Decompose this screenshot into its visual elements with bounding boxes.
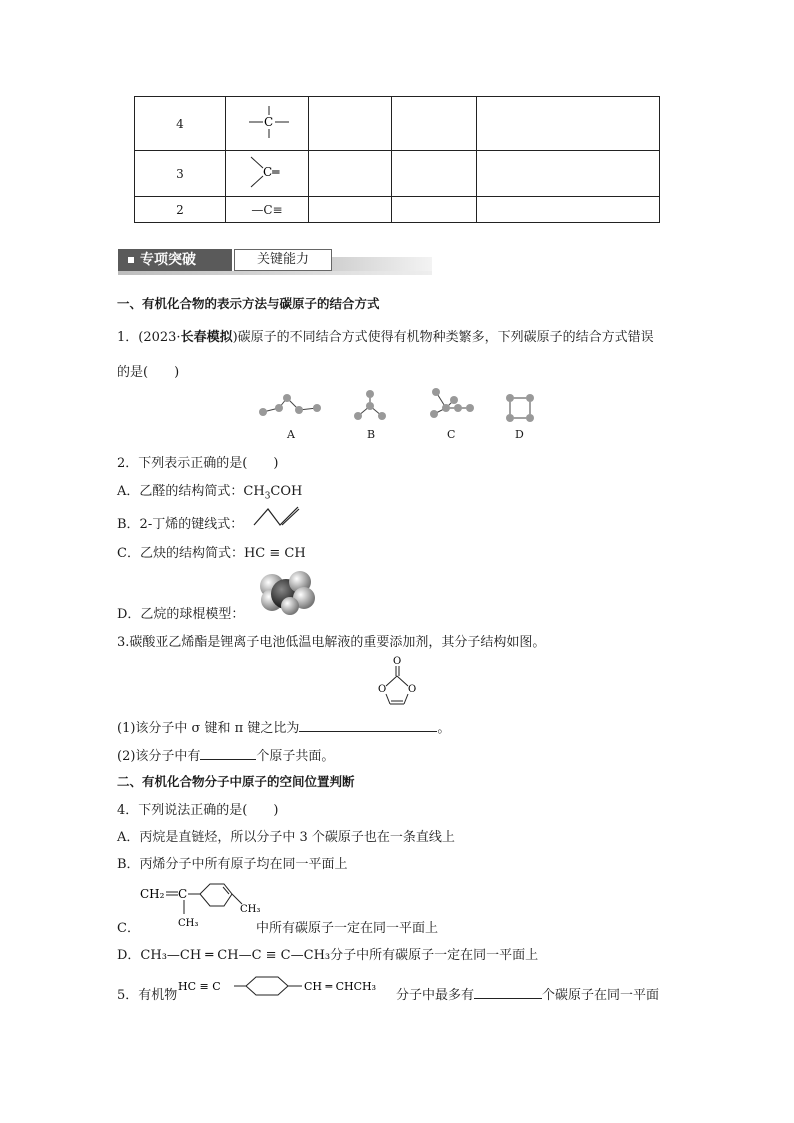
table-cell-empty <box>309 151 392 197</box>
q3-sub2: (2)该分子中有 个原子共面。 <box>117 749 335 764</box>
phenyl-structure-icon <box>178 974 400 1000</box>
answer-blank-3[interactable] <box>474 986 542 999</box>
ethane-model-icon <box>256 568 318 616</box>
q2-option-c: C．乙炔的结构简式：HC ≡ CH <box>117 546 306 561</box>
svg-text:O: O <box>408 684 417 695</box>
table-cell-empty <box>309 197 392 223</box>
table-cell-empty <box>392 97 477 151</box>
table-cell-empty <box>477 197 660 223</box>
q4-option-b: B．丙烯分子中所有原子均在同一平面上 <box>117 857 348 872</box>
table-row <box>135 197 660 223</box>
option-c-label: C <box>447 428 456 441</box>
table-row <box>135 151 660 197</box>
bond-table <box>134 96 660 223</box>
q4-option-c: C． 中所有碳原子一定在同一平面上 <box>117 921 438 936</box>
answer-blank-1[interactable] <box>299 719 437 732</box>
q4-option-d: D．CH₃—CH ═ CH—C ≡ C—CH₃分子中所有碳原子一定在同一平面上 <box>117 948 539 963</box>
table-cell-empty <box>477 97 660 151</box>
table-cell-count: 2 <box>135 197 226 223</box>
table-cell-structure <box>226 97 309 151</box>
svg-text:O: O <box>393 656 402 667</box>
carbon-chain-icon <box>255 386 325 426</box>
branched-carbon-icon <box>350 386 390 426</box>
table-cell-empty <box>392 151 477 197</box>
table-row <box>135 97 660 151</box>
svg-text:O: O <box>378 684 387 695</box>
section-bar-shade <box>118 271 432 275</box>
section-bar-tail <box>330 257 432 271</box>
table-cell-count: 3 <box>135 151 226 197</box>
five-bond-carbon-icon <box>424 384 480 426</box>
svg-text:CH ═ CHCH₃: CH ═ CHCH₃ <box>304 980 377 993</box>
trigonal-carbon-icon <box>237 151 297 193</box>
svg-text:HC ≡ C: HC ≡ C <box>178 980 221 993</box>
option-d-label: D <box>515 428 524 441</box>
section-bar <box>118 249 432 275</box>
q5-stem-cont: 分子中最多有 个碳原子在同一平面 <box>396 988 660 1003</box>
q2-option-b: B．2-丁烯的键线式： <box>117 517 244 532</box>
square-icon <box>128 257 134 263</box>
q2-stem: 2．下列表示正确的是( ) <box>117 456 279 471</box>
q4-option-a: A．丙烷是直链烃，所以分子中 3 个碳原子也在一条直线上 <box>117 830 455 845</box>
table-cell-structure: —C≡ <box>226 197 309 223</box>
q1-source: 长春模拟 <box>180 330 233 345</box>
vinylene-carbonate-icon <box>372 652 422 708</box>
part2-heading: 二、有机化合物分子中原子的空间位置判断 <box>117 774 355 789</box>
q3-sub1: (1)该分子中 σ 键和 π 键之比为 。 <box>117 721 451 736</box>
q2-option-a: A．乙醛的结构简式：$CH_3COH$ <box>117 484 303 502</box>
q1-stem: 1．(2023·长春模拟)碳原子的不同结合方式使得有机物种类繁多，下列碳原子的结合方式错误 <box>117 330 654 345</box>
q2-option-d: D．乙烷的球棍模型： <box>117 607 245 622</box>
svg-text:CH₂: CH₂ <box>140 887 165 901</box>
table-cell-empty <box>392 197 477 223</box>
table-cell-count: 4 <box>135 97 226 151</box>
section-title <box>118 249 232 271</box>
carbon-double-label: C═ <box>263 165 280 179</box>
table-cell-structure <box>226 151 309 197</box>
answer-blank-2[interactable] <box>200 747 256 760</box>
q1-stem-cont: 的是( ) <box>117 365 180 380</box>
section-subtitle: 关键能力 <box>234 249 332 271</box>
section-title-text: 专项突破 <box>140 252 196 268</box>
svg-text:CH₃: CH₃ <box>240 904 261 915</box>
option-a-label: A <box>287 428 295 441</box>
table-cell-empty <box>309 97 392 151</box>
q5-stem: 5．有机物 <box>117 988 178 1003</box>
q4-stem: 4．下列说法正确的是( ) <box>117 803 279 818</box>
option-b-label: B <box>367 428 376 441</box>
part1-heading: 一、有机化合物的表示方法与碳原子的结合方式 <box>117 296 380 311</box>
q3-stem: 3.碳酸亚乙烯酯是锂离子电池低温电解液的重要添加剂，其分子结构如图。 <box>117 635 546 650</box>
carbon-label: C <box>264 115 274 129</box>
svg-text:CH₃: CH₃ <box>178 918 199 929</box>
cyclobutane-icon <box>504 392 536 424</box>
table-cell-empty <box>477 151 660 197</box>
svg-text:C: C <box>178 887 188 901</box>
tetrahedral-carbon-icon <box>237 100 297 144</box>
butene-skeletal-icon <box>252 505 302 527</box>
